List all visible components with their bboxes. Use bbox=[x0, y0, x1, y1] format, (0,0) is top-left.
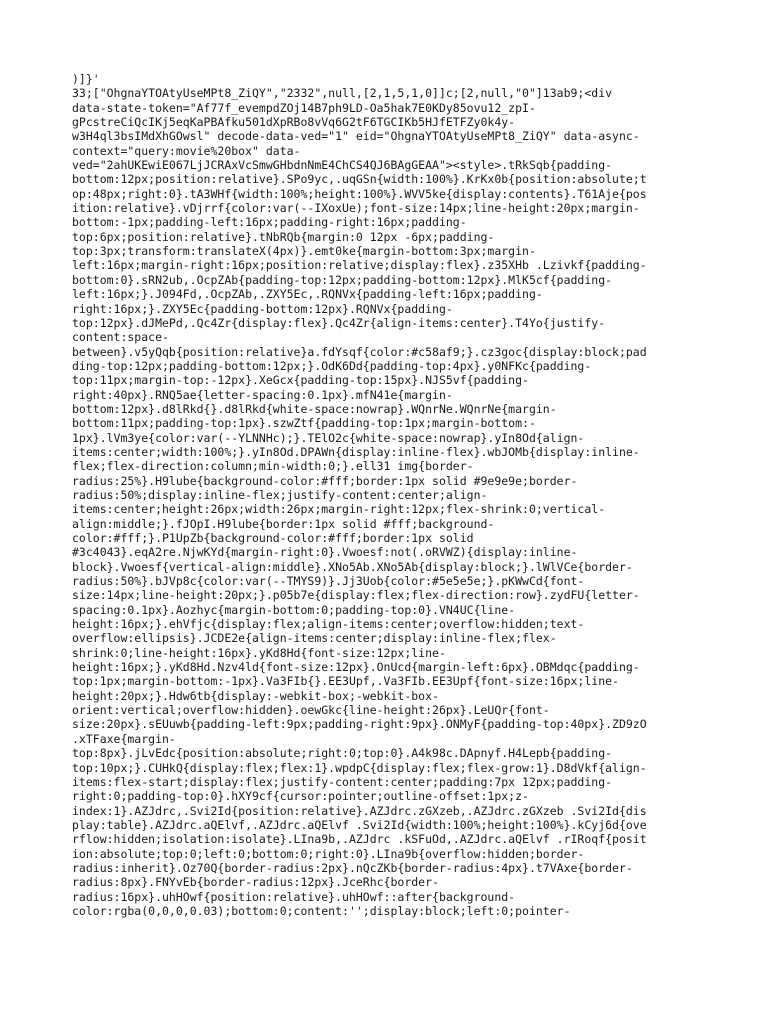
text-line: rflow:hidden;isolation:isolate}.LIna9b,.AZJdrc .kSFuOd,.AZJdrc.aQElvf .rIRoqf{posit bbox=[72, 832, 647, 847]
text-line: ved="2ahUKEwiE067LjJCRAxVcSmwGHbdnNmE4ChCS4QJ6BAgGEAA"><style>.tRkSqb{padding- bbox=[72, 158, 613, 173]
text-line: bottom:11px;padding-top:1px}.szwZtf{padding-top:1px;margin-bottom:- bbox=[72, 416, 536, 431]
text-line: size:14px;line-height:20px;}.p05b7e{display:flex;flex-direction:row}.zydFU{letter- bbox=[72, 588, 640, 603]
text-line: )]}' bbox=[72, 72, 100, 86]
text-line: block}.Vwoesf{vertical-align:middle}.XNo5Ab.XNo5Ab{display:block;}.lWlVCe{border- bbox=[72, 559, 633, 574]
text-line: top:12px}.dJMePd,.Qc4Zr{display:flex}.Qc4Zr{align-items:center}.T4Yo{justify- bbox=[72, 315, 606, 330]
text-line: right:0;padding-top:0}.hXY9cf{cursor:pointer;outline-offset:1px;z- bbox=[72, 789, 529, 804]
text-line: left:16px;margin-right:16px;position:relative;display:flex}.z35XHb .Lzivkf{padding- bbox=[72, 258, 647, 273]
text-line: content:space- bbox=[72, 330, 169, 345]
text-line: size:20px}.sEUuwb{padding-left:9px;padding-right:9px}.ONMyF{padding-top:40px}.ZD9zO bbox=[72, 717, 647, 732]
text-line: data-state-token="Af77f_evempdZOj14B7ph9LD-Oa5hak7E0KDy85ovu12_zpI- bbox=[72, 100, 536, 115]
text-line: height:20px;}.Hdw6tb{display:-webkit-box;-webkit-box- bbox=[72, 688, 439, 703]
text-line: items:flex-start;display:flex;justify-content:center;padding:7px 12px;padding- bbox=[72, 774, 613, 789]
text-line: color:#fff;}.P1UpZb{background-color:#fff;border:1px solid bbox=[72, 531, 474, 545]
text-line: spacing:0.1px}.Aozhyc{margin-bottom:0;padding-top:0}.VN4UC{line- bbox=[72, 602, 516, 617]
text-line: items:center;height:26px;width:26px;margin-right:12px;flex-shrink:0;vertical- bbox=[72, 502, 606, 517]
text-line: radius:25%}.H9lube{background-color:#fff;border:1px solid #9e9e9e;border- bbox=[72, 473, 578, 488]
text-line: context="query:movie%20box" data- bbox=[72, 143, 301, 158]
text-line: right:40px}.RNQ5ae{letter-spacing:0.1px}.mfN41e{margin- bbox=[72, 387, 453, 402]
text-line: radius:16px}.uhHOwf{position:relative}.uhHOwf::after{background- bbox=[72, 889, 516, 904]
text-line: bottom:12px}.d8lRkd{}.d8lRkd{white-space:nowrap}.WQnrNe.WQnrNe{margin- bbox=[72, 401, 557, 416]
text-line: between}.v5yQqb{position:relative}a.fdYsqf{color:#c58af9;}.cz3goc{display:block;pad bbox=[72, 344, 647, 359]
text-line: ding-top:12px;padding-bottom:12px;}.OdK6Dd{padding-top:4px}.y0NFKc{padding- bbox=[72, 358, 592, 373]
text-line: bottom:-1px;padding-left:16px;padding-right:16px;padding- bbox=[72, 215, 467, 230]
text-line: orient:vertical;overflow:hidden}.oewGkc{line-height:26px}.LeUQr{font- bbox=[72, 703, 550, 718]
text-line: top:10px;}.CUHkQ{display:flex;flex:1}.wpdpC{display:flex;flex-grow:1}.D8dVkf{align- bbox=[72, 760, 647, 775]
text-line: top:6px;position:relative}.tNbRQb{margin:0 12px -6px;padding- bbox=[72, 229, 495, 244]
text-line: bottom:12px;position:relative}.SPo9yc,.uqGSn{width:100%}.KrKx0b{position:absolute;t bbox=[72, 172, 647, 187]
text-line: overflow:ellipsis}.JCDE2e{align-items:center;display:inline-flex;flex- bbox=[72, 631, 557, 646]
text-line: radius:50%;display:inline-flex;justify-content:center;align- bbox=[72, 487, 488, 502]
text-line: color:rgba(0,0,0,0.03);bottom:0;content:'';display:block;left:0;pointer- bbox=[72, 903, 571, 918]
text-line: .xTFaxe{margin- bbox=[72, 731, 176, 746]
text-line: index:1}.AZJdrc,.Svi2Id{position:relative}.AZJdrc.zGXzeb,.AZJdrc.zGXzeb .Svi2Id{dis bbox=[72, 803, 647, 818]
text-line: top:1px;margin-bottom:-1px}.Va3FIb{}.EE3Upf,.Va3FIb.EE3Upf{font-size:16px;line- bbox=[72, 674, 619, 689]
text-line: align:middle;}.fJOpI.H9lube{border:1px solid #fff;background- bbox=[72, 516, 495, 531]
text-line: top:11px;margin-top:-12px}.XeGcx{padding-top:15px}.NJS5vf{padding- bbox=[72, 373, 529, 388]
text-line: top:8px}.jLvEdc{position:absolute;right:0;top:0}.A4k98c.DApnyf.H4Lepb{padding- bbox=[72, 746, 613, 761]
text-line: left:16px;}.J094Fd,.OcpZAb,.ZXY5Ec,.RQNVx{padding-left:16px;padding- bbox=[72, 287, 543, 302]
text-line: shrink:0;line-height:16px}.yKd8Hd{font-size:12px;line- bbox=[72, 645, 446, 660]
text-line: radius:50%}.bJVp8c{color:var(--TMYS9)}.Jj3Uob{color:#5e5e5e;}.pKWwCd{font- bbox=[72, 574, 585, 589]
text-line: w3H4ql3bsIMdXhGOwsl" decode-data-ved="1" eid="OhgnaYTOAtyUseMPt8_ZiQY" data-async- bbox=[72, 129, 640, 144]
text-line: radius:inherit}.Oz70Q{border-radius:2px}.nQcZKb{border-radius:4px}.t7VAxe{border- bbox=[72, 860, 633, 875]
text-line: play:table}.AZJdrc.aQElvf,.AZJdrc.aQElvf .Svi2Id{width:100%;height:100%}.kCyj6d{ove bbox=[72, 817, 647, 832]
raw-source-text bbox=[72, 72, 702, 918]
text-line: gPcstreCiQcIKj5eqKaPBAfku501dXpRBo8vVq6G2tF6TGCIKb5HJfETFZy0k4y- bbox=[72, 115, 516, 130]
text-line: op:48px;right:0}.tA3WHf{width:100%;height:100%}.WVV5ke{display:contents}.T61Aje{pos bbox=[72, 186, 647, 201]
text-line: top:3px;transform:translateX(4px)}.emt0ke{margin-bottom:3px;margin- bbox=[72, 244, 536, 259]
text-line: #3c4043}.eqA2re.NjwKYd{margin-right:0}.Vwoesf:not(.oRVWZ){display:inline- bbox=[72, 545, 578, 560]
text-line: height:16px;}.yKd8Hd.Nzv4ld{font-size:12px}.OnUcd{margin-left:6px}.OBMdqc{padding- bbox=[72, 660, 640, 675]
text-line: flex;flex-direction:column;min-width:0;}.ell31 img{border- bbox=[72, 459, 474, 474]
text-line: 1px}.lVm3ye{color:var(--YLNNHc);}.TElO2c{white-space:nowrap}.yIn8Od{align- bbox=[72, 430, 585, 445]
text-line: height:16px;}.ehVfjc{display:flex;align-items:center;overflow:hidden;text- bbox=[72, 617, 585, 632]
text-line: radius:8px}.FNYvEb{border-radius:12px}.JceRhc{border- bbox=[72, 875, 439, 890]
text-line: items:center;width:100%;}.yIn8Od.DPAWn{display:inline-flex}.wbJOMb{display:inline- bbox=[72, 444, 640, 459]
text-line: right:16px;}.ZXY5Ec{padding-bottom:12px}.RQNVx{padding- bbox=[72, 301, 453, 316]
text-line: ition:relative}.vDjrrf{color:var(--IXoxUe);font-size:14px;line-height:20px;margin- bbox=[72, 201, 640, 216]
text-line: 33;["OhgnaYTOAtyUseMPt8_ZiQY","2332",null,[2,1,5,1,0]]c;[2,null,"0"]13ab9;<div bbox=[72, 86, 613, 101]
text-line: ion:absolute;top:0;left:0;bottom:0;right:0}.LIna9b{overflow:hidden;border- bbox=[72, 846, 585, 861]
text-line: bottom:0}.sRN2ub,.OcpZAb{padding-top:12px;padding-bottom:12px}.MlK5cf{padding- bbox=[72, 272, 613, 287]
